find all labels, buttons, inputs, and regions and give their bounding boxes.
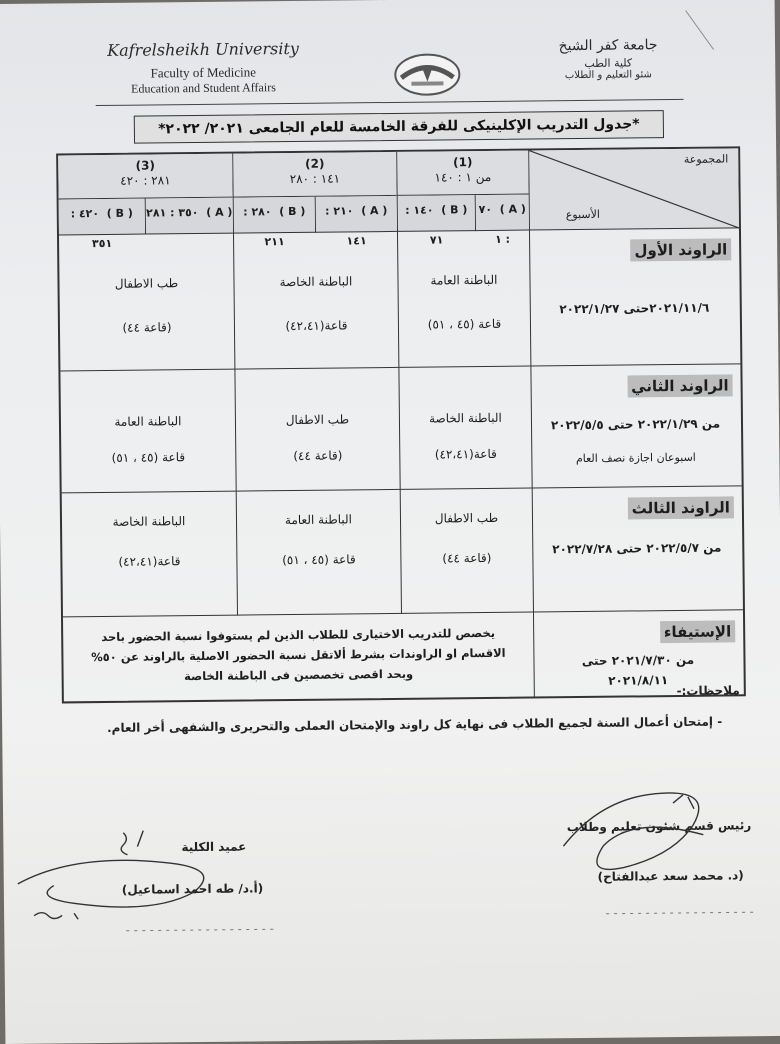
department-name: طب الاطفال [434,510,499,526]
round-3-label-cell [532,486,743,612]
group-3-header [58,154,232,200]
group-1-header [396,151,528,196]
round-1-label-cell [529,228,740,366]
right-signatory-name: (د. محمد سعد عبدالفتاح) [597,868,744,884]
department-name: الباطنة الخاصة [279,274,353,290]
hall-name: قاعة(٤٢،٤١) [285,318,348,334]
hall-name: (قاعة ٤٤) [293,448,343,464]
hall-name: قاعة (٤٥ ، ٥١) [427,316,502,332]
hall-name: قاعة (٤٥ ، ٥١) [111,450,186,465]
round-note: اسبوعان اجازة نصف العام [575,450,696,466]
english-affairs-name: Education and Student Affairs [131,80,276,96]
department-name: الباطنة العامة [430,272,498,288]
makeup-title: الإستيفاء [660,620,736,643]
group-range: من ١ : ١٤٠ [434,169,492,185]
left-signatory-title: عميد الكلية [181,839,247,855]
round-title: الراوند الأول [630,238,731,261]
notes-heading: ملاحظات:- [676,683,740,699]
subgroup-header: ( A ) ٣٥٠ : ٢٨١ [145,198,233,235]
round-1-group-1-cell [397,231,530,368]
hall-name: قاعة(٤٢،٤١) [118,554,181,569]
group-range: ١٤١ : ٢٨٠ [289,171,341,187]
hall-name: قاعة (٤٥ ، ٥١) [282,552,356,568]
round-3-group-3-cell [62,492,237,618]
group-number: (1) [453,155,473,170]
subgroup-header: ( B ) ٤٢٠ : ٣٥١ [59,199,145,236]
hall-name: (قاعة ٤٤) [122,320,172,335]
subgroup-header: ( B ) ٢٨٠ : ٢١١ [233,197,315,234]
department-name: طب الاطفال [114,276,179,291]
round-3-group-1-cell [400,489,533,614]
round-1-group-2-cell [233,232,398,370]
round-2-label-cell [530,364,741,488]
round-2-group-1-cell [398,367,531,490]
round-2-group-3-cell [60,370,235,494]
department-name: الباطنة الخاصة [112,514,186,529]
round-title: الراوند الثاني [627,374,733,397]
department-name: الباطنة العامة [284,512,353,528]
makeup-description: يخصص للتدريب الاختيارى للطلاب الذين لم يستوفوا نسبة الحضور باحد الاقسام او الراوندات بشرط ألاتقل نسبة الحضور الاصلية بالراوند عن ٥٠% وبحد اقصى تخصصين فى الباطنة الخاصة [91,625,506,684]
right-handwritten-signature [543,774,744,886]
round-dates: من ٢٠٢٢/٥/٧ حتى ٢٠٢٢/٧/٢٨ [552,540,722,557]
hall-name: (قاعة ٤٤) [442,550,492,566]
makeup-dates-start: من ٢٠٢١/٧/٣٠ حتى [581,652,695,668]
english-university-name: Kafrelsheikh University [107,38,300,60]
group-2-header [232,152,396,198]
subgroup-header: ( A ) ٧٠ : ١ [475,195,529,232]
arabic-faculty-name: كلية الطب [584,56,633,70]
makeup-dates-end: ٢٠٢١/٨/١١ [608,673,669,688]
subgroup-header: ( B ) ١٤٠ : ٧١ [397,195,475,232]
department-name: الباطنة العامة [114,414,182,429]
left-handwritten-signature [13,821,254,934]
round-dates: من ٢٠٢٢/١/٢٩ حتى ٢٠٢٢/٥/٥ [550,416,721,433]
schedule-table [56,146,746,703]
hall-name: قاعة(٤٢،٤١) [434,446,497,462]
english-faculty-name: Faculty of Medicine [150,64,257,81]
notes-item: - إمتحان أعمال السنة لجميع الطلاب فى نهاية كل راوند والإمتحان العملى والتحريرى والشفهى أخر العام. [106,714,723,735]
left-signatory-name: (أ.د/ طه احمد اسماعيل) [121,881,264,897]
group-number: (2) [305,156,325,171]
makeup-description-cell [63,613,534,702]
corner-diagonal [529,148,740,230]
round-1-group-3-cell [59,234,234,372]
document-title: *جدول التدريب الإكلينيكى للفرقة الخامسة للعام الجامعى ٢٠٢١/ ٢٠٢٢* [134,110,664,144]
faculty-logo-icon [393,51,461,98]
group-axis-label: المجموعة [683,152,729,166]
group-number: (3) [135,158,156,173]
round-2-group-2-cell [234,368,399,492]
arabic-affairs-name: شئو التعليم و الطلاب [564,69,652,82]
right-signatory-title: رئيس قسم شئون تعليم وطلاب [566,818,752,835]
round-dates: ٢٠٢١/١١/٦حتى ٢٠٢٢/١/٢٧ [559,300,710,317]
week-axis-label: الأسبوع [565,207,601,222]
subgroup-header: ( A ) ٢١٠ : ١٤١ [315,196,397,233]
group-range: ٢٨١ : ٤٢٠ [120,173,171,188]
stamp-line-right [604,904,764,920]
arabic-header [523,37,693,82]
round-3-group-2-cell [236,490,401,616]
department-name: طب الاطفال [285,412,350,428]
stamp-line-left [124,921,284,937]
corner-header-cell [528,148,739,230]
department-name: الباطنة الخاصة [429,410,502,426]
english-header [93,39,314,97]
round-title: الراوند الثالث [628,496,734,519]
arabic-university-name: جامعة كفر الشيخ [558,37,658,55]
header-divider [96,99,684,106]
